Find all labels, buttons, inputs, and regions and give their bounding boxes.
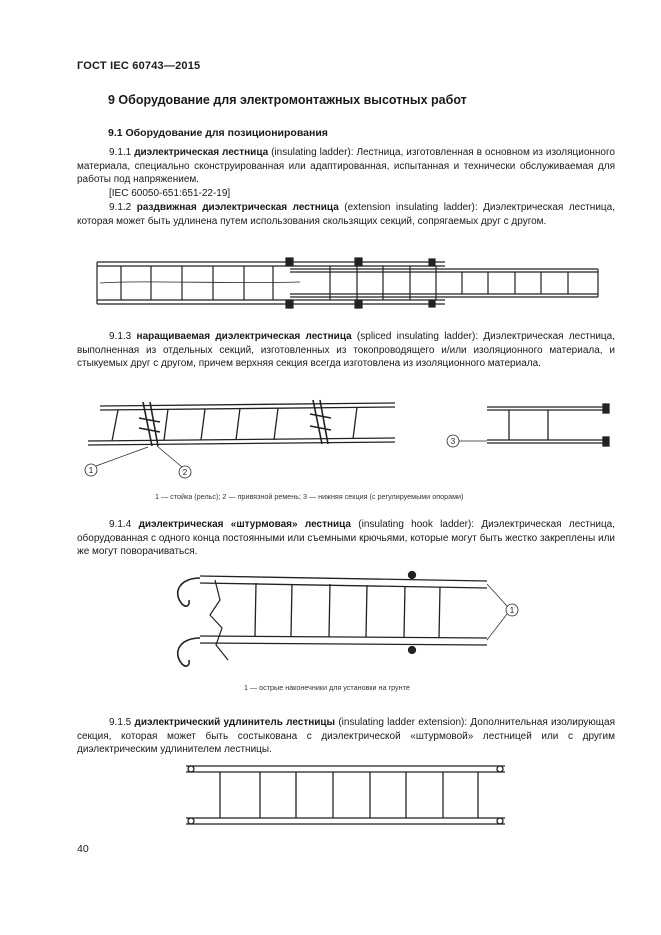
figure-caption-hook: 1 — острые наконечники для установки на грунте	[244, 683, 410, 692]
clause-number: 9.1.2	[109, 202, 132, 213]
definition: (insulating hook ladder): Диэлектрическая лестница, оборудованная с одного конца постоянными или съемными крючьями, которые могут быть жестко закреплены или же могут поворачиваться.	[77, 519, 616, 558]
clause-number: 9.1.3	[109, 331, 132, 342]
term: диэлектрический удлинитель лестницы	[134, 717, 336, 728]
subsection-title: 9.1 Оборудование для позиционирования	[108, 127, 328, 139]
reference: [IEC 60050-651:651-22-19]	[109, 188, 231, 199]
page-number: 40	[77, 843, 89, 855]
callout-1-tips: 1	[509, 606, 515, 615]
clause-number: 9.1.4	[109, 519, 132, 530]
callout-1: 1	[88, 466, 94, 475]
definition: (spliced insulating ladder): Диэлектрическая лестница, выполненная из отдельных секций, изготовленных из токопроводящего и/или изоляционного материала, и стыкуемых друг с другом, причем верхняя секция всегда изготовлена из изоляционного материала.	[77, 331, 616, 370]
definition: (extension insulating ladder): Диэлектрическая лестница, которая может быть удлинена путем использования скользящих секций, сопрягаемых друг с другом.	[77, 202, 615, 227]
term: диэлектрическая «штурмовая» лестница	[138, 519, 351, 530]
term: раздвижная диэлектрическая лестница	[136, 202, 339, 213]
document-header: ГОСТ IEC 60743—2015	[77, 60, 201, 72]
callout-2: 2	[182, 468, 188, 477]
definition: (insulating ladder): Лестница, изготовленная в основном из изоляционного материала, специально сконструированная или адаптированная, испытанная и технически обслуживаемая для работы под напряжением.	[77, 147, 615, 186]
figure-caption-spliced: 1 — стойка (рельс); 2 — привязной ремень; 3 — нижняя секция (с регулируемыми опорами)	[155, 492, 464, 501]
definition: (insulating ladder extension): Дополнительная изолирующая секция, которая может быть состыкована с диэлектрической «штурмовой» лестницей или с другим диэлектрическим удлинителем лестницы.	[77, 717, 615, 756]
section-title: 9 Оборудование для электромонтажных высотных работ	[108, 93, 467, 107]
clause-number: 9.1.5	[109, 717, 132, 728]
callout-3: 3	[450, 437, 456, 446]
term: диэлектрическая лестница	[134, 147, 269, 158]
clause-number: 9.1.1	[109, 147, 132, 158]
term: наращиваемая диэлектрическая лестница	[136, 331, 352, 342]
